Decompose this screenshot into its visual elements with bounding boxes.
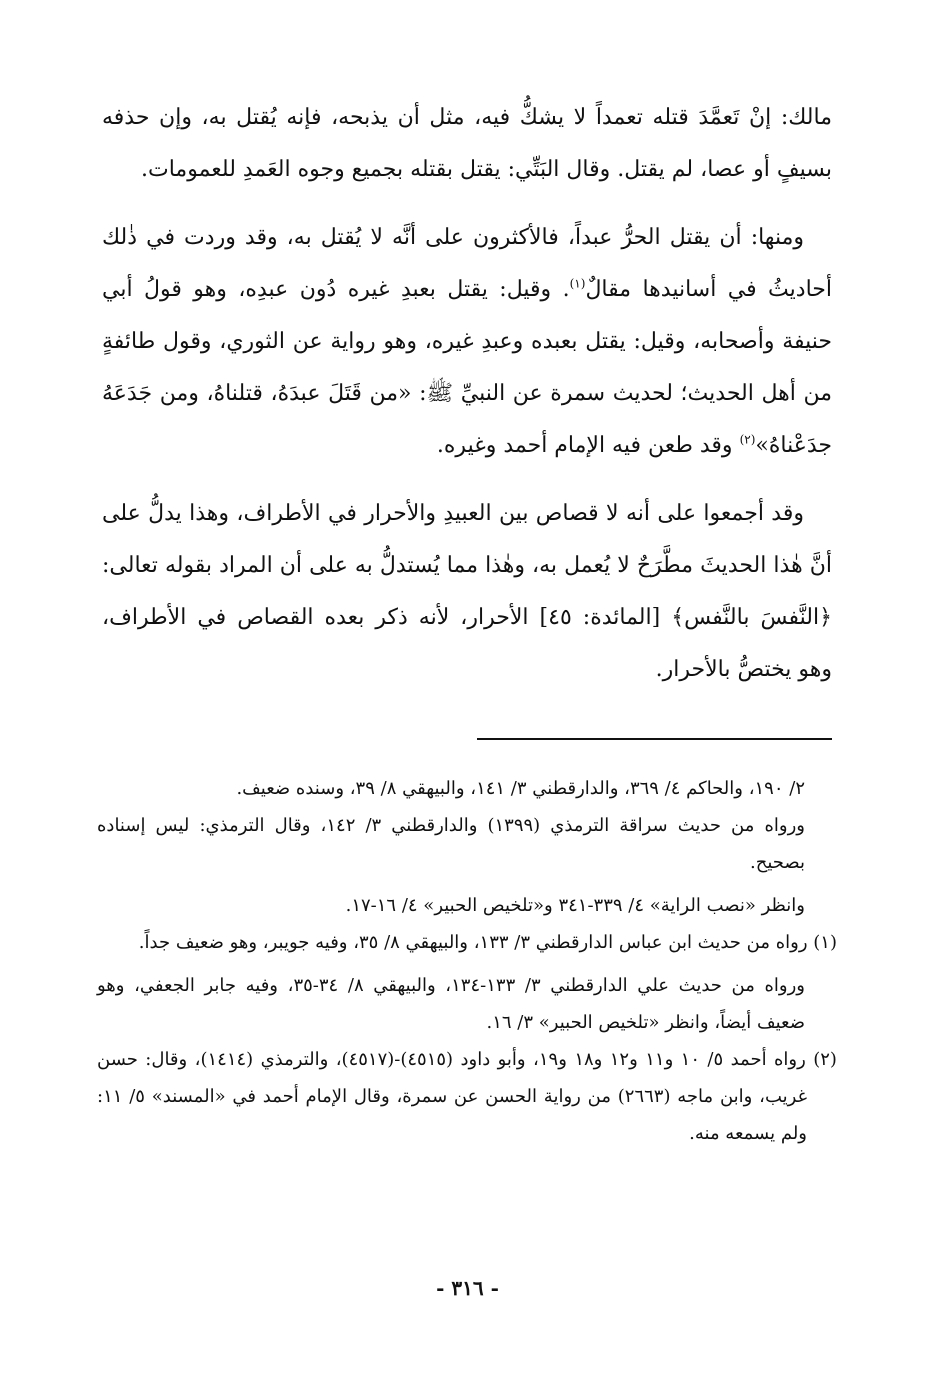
footnote-divider <box>477 738 832 740</box>
footnote-1: (١) رواه من حديث ابن عباس الدارقطني ٣/ ١٣٣، والبيهقي ٨/ ٣٥، وفيه جويبر، وهو ضعيف جداً. <box>138 932 837 953</box>
footnote-ref-1[interactable]: (١) <box>569 276 586 291</box>
paragraph-1 <box>102 92 832 196</box>
footnotes <box>97 770 837 1152</box>
footnote-line-2: ورواه من حديث سراقة الترمذي (١٣٩٩) والدارقطني ٣/ ١٤٢، وقال الترمذي: ليس إسناده بصحيح. <box>97 815 805 873</box>
footnote-1-continuation: ورواه من حديث علي الدارقطني ٣/ ١٣٣-١٣٤، والبيهقي ٨/ ٣٤-٣٥، وفيه جابر الجعفي، وهو ضعيف أيضاً، وانظر «تلخيص الحبير» ٣/ ١٦. <box>97 975 806 1033</box>
footnote-ref-2[interactable]: (٢) <box>739 432 756 447</box>
paragraph-2-text-a: ومنها: أن يقتل الحرُّ عبداً، فالأكثرون على أنَّه لا يُقتل به، وقد وردت في ذٰلك أحاديثُ في أسانيدها مقالٌ <box>102 225 832 302</box>
paragraph-2-text-c: وقد طعن فيه الإمام أحمد وغيره. <box>436 433 733 458</box>
paragraph-2-text-b: وقيل: يقتل بعبدِ غيره دُون عبدِه، وهو قولُ أبي حنيفة وأصحابه، وقيل: يقتل بعبده وعبدِ غيره، وهو رواية عن الثوري، وقول طائفةٍ من أهل الحديث؛ لحديث سمرة عن النبيِّ ﷺ: «من قَتَلَ عبدَهُ، قتلناهُ، ومن جَدَعَهُ جدَعْناهُ» <box>102 277 832 458</box>
main-text <box>102 92 832 712</box>
paragraph-2: ومنها: أن يقتل الحرُّ عبداً، فالأكثرون على أنَّه لا يُقتل به، وقد وردت في ذٰلك أحاديثُ في أسانيدها مقالٌ$^{(١)}$. وقيل: يقتل بعبدِ غيره دُون عبدِه، وهو قولُ أبي حنيفة وأصحابه، وقيل: يقتل بعبده وعبدِ غيره، وهو رواية عن الثوري، وقول طائفةٍ من أهل الحديث؛ لحديث سمرة عن النبيِّ ﷺ: «من قَتَلَ عبدَهُ، قتلناهُ، ومن جَدَعَهُ جدَعْناهُ»$^{(٢)}$ وقد طعن فيه الإمام أحمد وغيره. <box>102 225 832 458</box>
paragraph-3-text: وقد أجمعوا على أنه لا قصاص بين العبيدِ والأحرار في الأطراف، وهذا يدلُّ على أنَّ هٰذا الحديثَ مطَّرَحٌ لا يُعمل به، وهٰذا مما يُستدلُّ به على أن المراد بقوله تعالى: ﴿النَّفسَ بالنَّفس﴾ [المائدة: ٤٥] الأحرار، لأنه ذكر بعده القصاص في الأطراف، وهو يختصُّ بالأحرار. <box>102 501 832 682</box>
footnote-2: (٢) رواه أحمد ٥/ ١٠ و١١ و١٢ و١٨ و١٩، وأبو داود (٤٥١٥)-(٤٥١٧)، والترمذي (١٤١٤)، وقال: حسن غريب، وابن ماجه (٢٦٦٣) من رواية الحسن عن سمرة، وقال الإمام أحمد في «المسند» ٥/ ١١: ولم يسمعه منه. <box>97 1049 837 1144</box>
footnote-line-3: وانظر «نصب الراية» ٤/ ٣٣٩-٣٤١ و«تلخيص الحبير» ٤/ ١٦-١٧. <box>345 895 805 916</box>
paragraph-3 <box>102 488 832 696</box>
footnote-line-1: ٢/ ١٩٠، والحاكم ٤/ ٣٦٩، والدارقطني ٣/ ١٤١، والبيهقي ٨/ ٣٩، وسنده ضعيف. <box>236 778 805 799</box>
page-number: - ٣١٦ - <box>436 1276 499 1300</box>
paragraph-1-text: مالك: إنْ تَعمَّدَ قتله تعمداً لا يشكُّ فيه، مثل أن يذبحه، فإنه يُقتل به، وإن حذفه بسيفٍ أو عصا، لم يقتل. وقال البَتِّي: يقتل بقتله بجميع وجوه العَمدِ للعمومات. <box>102 105 832 182</box>
